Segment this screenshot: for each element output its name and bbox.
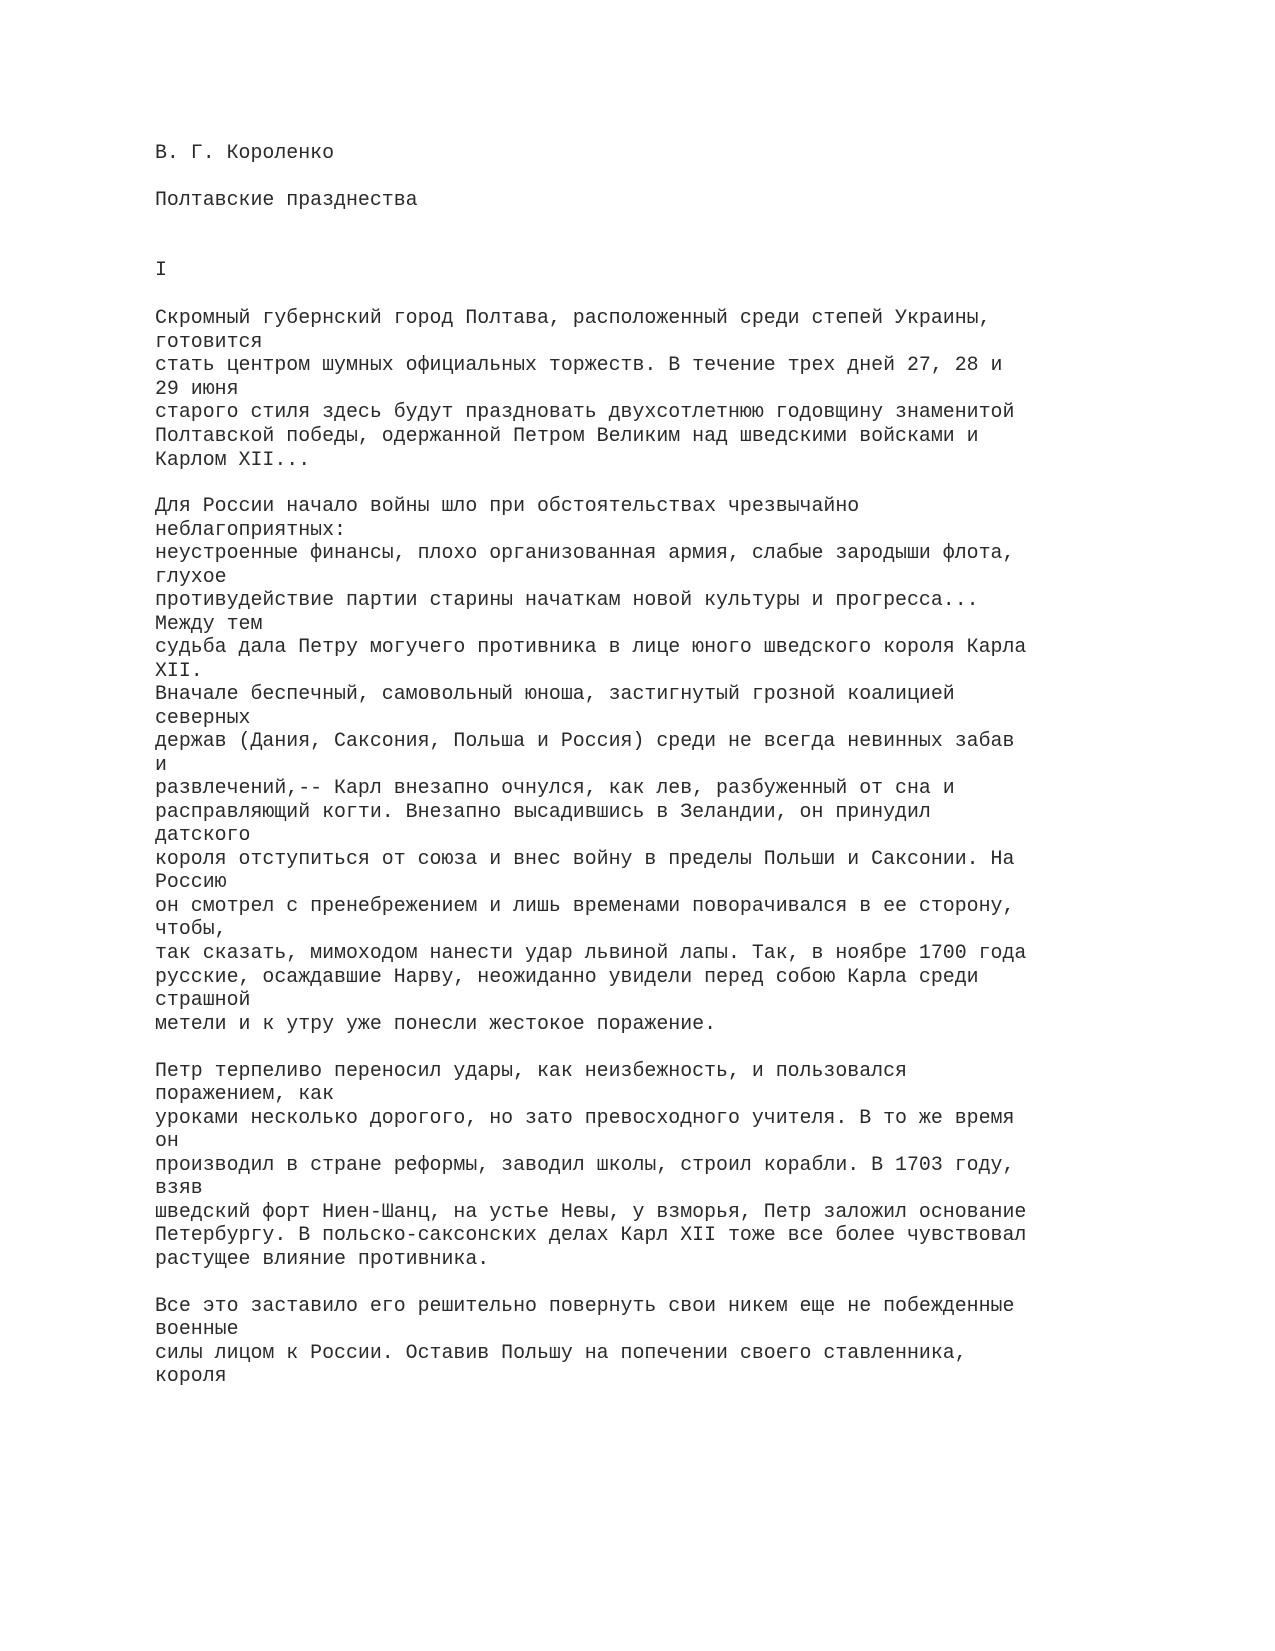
- text-line: метели и к утру уже понесли жестокое поражение.: [155, 1012, 717, 1035]
- text-line: короля отступиться от союза и внес войну в пределы Польши и Саксонии. На: [155, 847, 1015, 870]
- text-line: и: [155, 753, 167, 776]
- text-line: он: [155, 1129, 179, 1152]
- text-line: чтобы,: [155, 917, 227, 940]
- text-line: неустроенные финансы, плохо организованная армия, слабые зародыши флота,: [155, 541, 1015, 564]
- text-line: силы лицом к России. Оставив Польшу на попечении своего ставленника,: [155, 1341, 967, 1364]
- text-line: противудействие партии старины начаткам новой культуры и прогресса...: [155, 588, 979, 611]
- text-line: развлечений,-- Карл внезапно очнулся, как лев, разбуженный от сна и: [155, 776, 955, 799]
- text-line: старого стиля здесь будут праздновать двухсотлетнюю годовщину знаменитой: [155, 400, 1015, 423]
- text-line: держав (Дания, Саксония, Польша и Россия) среди не всегда невинных забав: [155, 729, 1015, 752]
- text-line: страшной: [155, 988, 251, 1011]
- text-line: уроками несколько дорогого, но зато превосходного учителя. В то же время: [155, 1106, 1015, 1129]
- document-title: Полтавские празднества: [155, 188, 418, 211]
- text-line: шведский форт Ниен-Шанц, на устье Невы, у взморья, Петр заложил основание: [155, 1200, 1027, 1223]
- chapter-heading: I: [155, 258, 167, 281]
- text-line: Скромный губернский город Полтава, расположенный среди степей Украины,: [155, 306, 991, 329]
- text-line: готовится: [155, 330, 263, 353]
- text-line: датского: [155, 823, 251, 846]
- text-line: поражением, как: [155, 1082, 335, 1105]
- text-line: Все это заставило его решительно повернуть свои никем еще не побежденные: [155, 1294, 1015, 1317]
- text-line: русские, осаждавшие Нарву, неожиданно увидели перед собою Карла среди: [155, 965, 979, 988]
- text-line: Для России начало войны шло при обстоятельствах чрезвычайно: [155, 494, 860, 517]
- text-line: Вначале беспечный, самовольный юноша, застигнутый грозной коалицией: [155, 682, 955, 705]
- text-line: производил в стране реформы, заводил школы, строил корабли. В 1703 году,: [155, 1153, 1015, 1176]
- text-line: Петр терпеливо переносил удары, как неизбежность, и пользовался: [155, 1059, 907, 1082]
- text-line: стать центром шумных официальных торжеств. В течение трех дней 27, 28 и: [155, 353, 1003, 376]
- text-line: он смотрел с пренебрежением и лишь временами поворачивался в ее сторону,: [155, 894, 1015, 917]
- text-line: Полтавской победы, одержанной Петром Великим над шведскими войсками и: [155, 424, 979, 447]
- text-line: Петербургу. В польско-саксонских делах Карл XII тоже все более чувствовал: [155, 1223, 1027, 1246]
- text-line: XII.: [155, 659, 203, 682]
- text-line: короля: [155, 1364, 227, 1387]
- text-line: неблагоприятных:: [155, 518, 346, 541]
- text-line: Карлом XII...: [155, 448, 311, 471]
- author-name: В. Г. Короленко: [155, 141, 335, 164]
- text-line: Россию: [155, 870, 227, 893]
- text-line: военные: [155, 1317, 239, 1340]
- text-line: судьба дала Петру могучего противника в лице юного шведского короля Карла: [155, 635, 1027, 658]
- text-line: Между тем: [155, 612, 263, 635]
- text-line: 29 июня: [155, 377, 239, 400]
- text-line: взяв: [155, 1176, 203, 1199]
- text-line: глухое: [155, 565, 227, 588]
- text-line: растущее влияние противника.: [155, 1247, 490, 1270]
- text-line: расправляющий когти. Внезапно высадившись в Зеландии, он принудил: [155, 800, 931, 823]
- text-line: так сказать, мимоходом нанести удар львиной лапы. Так, в ноябре 1700 года: [155, 941, 1027, 964]
- text-line: северных: [155, 706, 251, 729]
